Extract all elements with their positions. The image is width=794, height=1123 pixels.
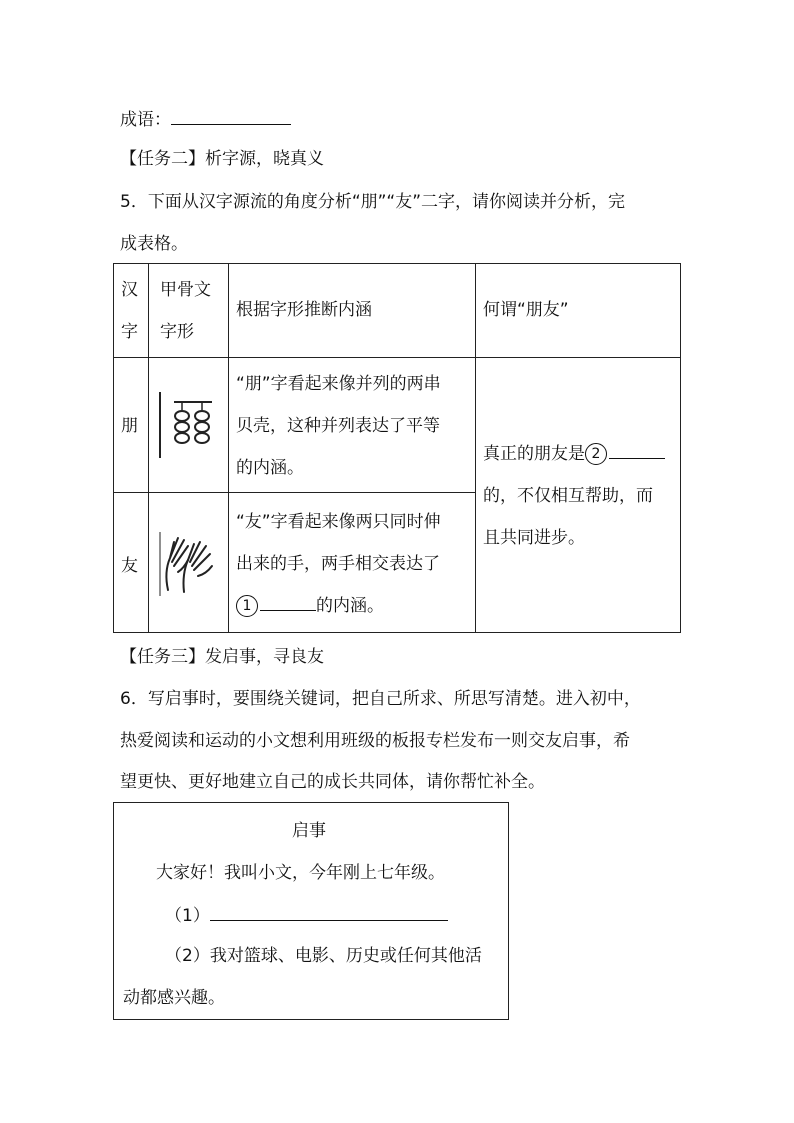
notice-item2-line2: 动都感兴趣。 [123, 988, 225, 1008]
table-hline-header [114, 357, 680, 358]
notice-greeting: 大家好！我叫小文，今年刚上七年级。 [156, 863, 445, 883]
blank-number-1: 1 [236, 595, 258, 617]
you-desc-line2: 出来的手，两手相交表达了 [236, 554, 440, 574]
q6-line2: 热爱阅读和运动的小文想利用班级的板报专栏发布一则交友启事，希 [120, 731, 630, 751]
header-oracle-line2: 字形 [160, 322, 194, 342]
notice-item1-blank[interactable] [210, 904, 448, 921]
notice-box [113, 802, 509, 1020]
answer-blank-1[interactable] [260, 594, 316, 611]
idiom-line [120, 108, 291, 131]
header-oracle-line1: 甲骨文 [160, 280, 211, 300]
char-analysis-table [113, 263, 681, 633]
you-desc-line3 [236, 586, 384, 626]
table-vline-3 [475, 264, 476, 632]
q6-line1: 6．写启事时，要围绕关键词，把自己所求、所思写清楚。进入初中， [120, 689, 641, 709]
q5-line1: 5．下面从汉字源流的角度分析“朋”“友”二字，请你阅读并分析，完 [120, 192, 626, 212]
idiom-answer-blank[interactable] [171, 108, 291, 125]
answer-blank-2[interactable] [609, 442, 665, 459]
header-meaning: 根据字形推断内涵 [236, 300, 372, 320]
you-desc-line1: “友”字看起来像两只同时伸 [236, 512, 441, 532]
header-char-line1: 汉 [121, 280, 138, 300]
q5-line2: 成表格。 [120, 234, 188, 254]
header-char-line2: 字 [121, 322, 138, 342]
table-hline-row [114, 492, 475, 493]
header-friend: 何谓“朋友” [483, 300, 569, 320]
peng-desc-line3: 的内涵。 [236, 458, 304, 478]
friend-answer-line1 [483, 434, 665, 474]
table-vline-2 [228, 264, 229, 632]
row-char-peng: 朋 [121, 416, 138, 436]
idiom-label: 成语： [120, 110, 171, 130]
task3-title: 【任务三】发启事，寻良友 [120, 647, 324, 667]
oracle-you-glyph-icon [154, 528, 222, 600]
notice-item1 [165, 904, 448, 927]
task2-title: 【任务二】析字源，晓真义 [120, 149, 324, 169]
q6-line3: 望更快、更好地建立自己的成长共同体，请你帮忙补全。 [120, 772, 545, 792]
notice-item2-line1: （2）我对篮球、电影、历史或任何其他活 [165, 946, 482, 966]
friend-answer-line2: 的，不仅相互帮助，而 [483, 486, 653, 506]
notice-item1-num: （1） [165, 906, 210, 926]
blank-number-2: 2 [585, 443, 607, 465]
peng-desc-line1: “朋”字看起来像并列的两串 [236, 374, 441, 394]
friend-answer-line3: 且共同进步。 [483, 528, 585, 548]
you-desc-suffix: 的内涵。 [316, 596, 384, 616]
table-vline-1 [148, 264, 149, 632]
friend-answer-prefix: 真正的朋友是 [483, 444, 585, 464]
row-char-you: 友 [121, 556, 138, 576]
notice-title: 启事 [292, 821, 326, 841]
oracle-peng-glyph-icon [154, 390, 222, 462]
peng-desc-line2: 贝壳，这种并列表达了平等 [236, 416, 440, 436]
